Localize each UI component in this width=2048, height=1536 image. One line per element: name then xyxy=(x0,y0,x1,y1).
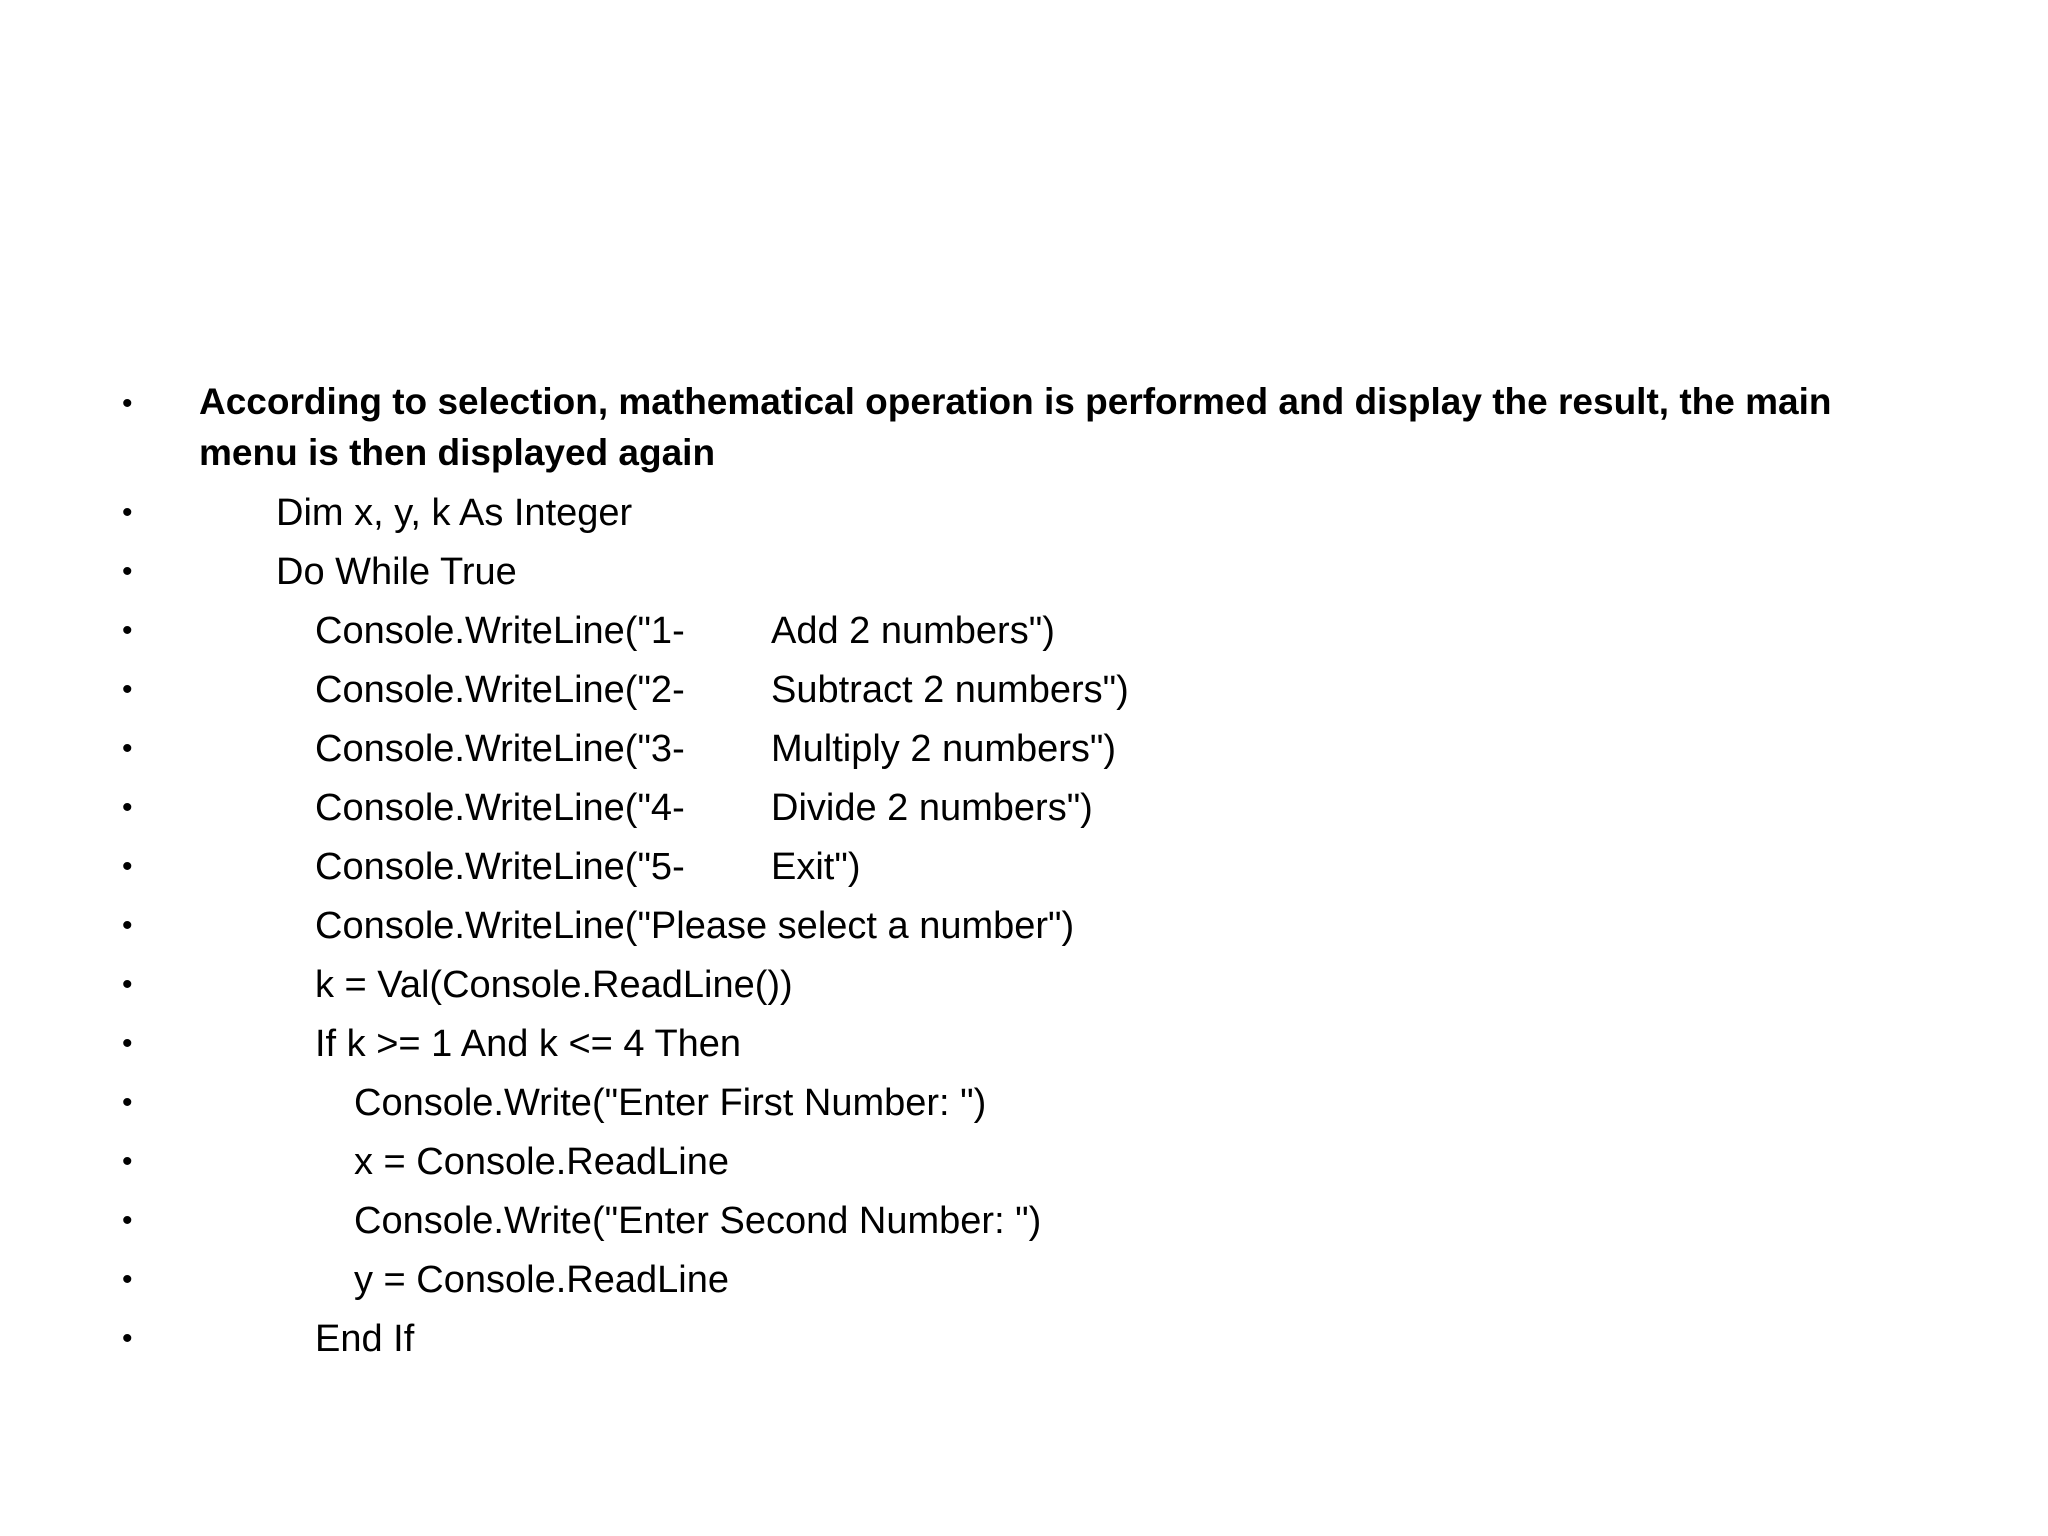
code-line-text: k = Val(Console.ReadLine()) xyxy=(315,964,793,1006)
code-line-text: Console.WriteLine("2- xyxy=(315,669,685,711)
bullet-marker: • xyxy=(122,1145,133,1178)
code-line-text: If k >= 1 And k <= 4 Then xyxy=(315,1023,742,1065)
code-line-read-y xyxy=(0,1252,2048,1308)
code-line-text: Dim x, y, k As Integer xyxy=(276,492,633,534)
code-line-read-x xyxy=(0,1134,2048,1190)
code-line-text: Console.WriteLine("Please select a number") xyxy=(315,905,1075,947)
code-line-text: Console.WriteLine("1- xyxy=(315,610,685,652)
bullet-marker: • xyxy=(122,673,133,706)
code-line-text: Console.WriteLine("5- xyxy=(315,846,685,888)
code-line-dim xyxy=(0,485,2048,541)
code-line-text: End If xyxy=(315,1318,415,1360)
bullet-marker: • xyxy=(122,968,133,1001)
code-line-do-while xyxy=(0,544,2048,600)
bullet-marker: • xyxy=(122,496,133,529)
code-line-text-tabbed: Divide 2 numbers") xyxy=(771,787,1093,829)
code-line-text: Console.WriteLine("4- xyxy=(315,787,685,829)
heading-text: According to selection, mathematical operation is performed and display the result, the main menu is then displayed again xyxy=(199,381,1832,473)
code-line-end-if xyxy=(0,1311,2048,1367)
bullet-marker: • xyxy=(122,909,133,942)
bullet-marker: • xyxy=(122,1086,133,1119)
bullet-marker: • xyxy=(122,732,133,765)
code-line-text-tabbed: Add 2 numbers") xyxy=(771,610,1055,652)
bullet-marker: • xyxy=(122,614,133,647)
code-line-menu-1 xyxy=(0,603,2048,659)
bullet-marker: • xyxy=(122,850,133,883)
code-line-text: Do While True xyxy=(276,551,517,593)
code-line-menu-5 xyxy=(0,839,2048,895)
code-line-menu-4 xyxy=(0,780,2048,836)
code-line-if xyxy=(0,1016,2048,1072)
code-line-text-tabbed: Subtract 2 numbers") xyxy=(771,669,1129,711)
code-line-menu-3 xyxy=(0,721,2048,777)
bullet-marker: • xyxy=(122,791,133,824)
bullet-marker: • xyxy=(122,1322,133,1355)
code-line-text: y = Console.ReadLine xyxy=(354,1259,729,1301)
bullet-marker: • xyxy=(122,1204,133,1237)
code-line-text: x = Console.ReadLine xyxy=(354,1141,729,1183)
bullet-marker: • xyxy=(122,387,133,420)
heading-bullet-item xyxy=(0,376,2048,486)
code-line-text-tabbed: Multiply 2 numbers") xyxy=(771,728,1117,770)
code-line-text-tabbed: Exit") xyxy=(771,846,861,888)
code-line-text: Console.Write("Enter Second Number: ") xyxy=(354,1200,1042,1242)
code-line-menu-2 xyxy=(0,662,2048,718)
bullet-marker: • xyxy=(122,555,133,588)
code-line-prompt xyxy=(0,898,2048,954)
code-line-write-first xyxy=(0,1075,2048,1131)
code-line-text: Console.Write("Enter First Number: ") xyxy=(354,1082,987,1124)
code-line-text: Console.WriteLine("3- xyxy=(315,728,685,770)
bullet-marker: • xyxy=(122,1263,133,1296)
bullet-marker: • xyxy=(122,1027,133,1060)
code-line-read-k xyxy=(0,957,2048,1013)
code-line-write-second xyxy=(0,1193,2048,1249)
